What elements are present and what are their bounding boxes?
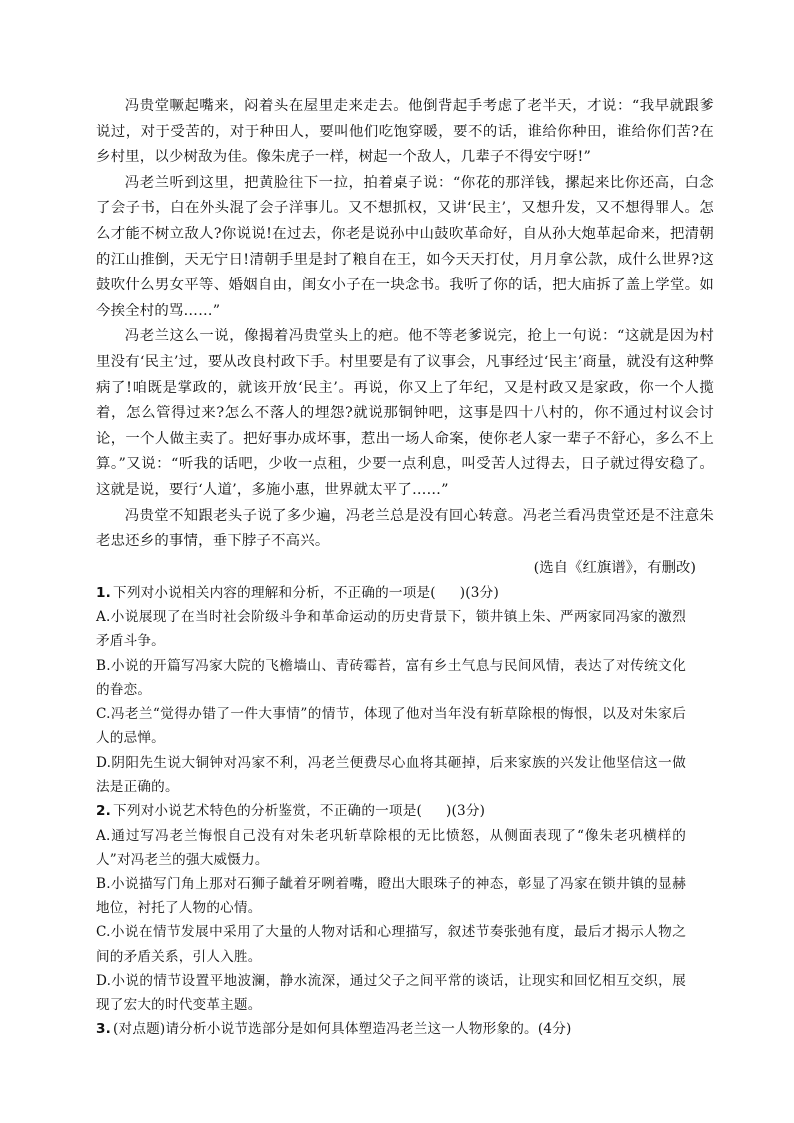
passage-paragraph-1: 冯贵堂噘起嘴来，闷着头在屋里走来走去。他倒背起手考虑了老半天，才说：“我早就跟爹说过，对于受苦的，对于种田人，要叫他们吃饱穿暖，要不的话，谁给你种田，谁给你们苦?在乡村里，以少树敌为佳。像朱虎子一样，树起一个敌人，几辈子不得安宁呀!” xyxy=(96,98,714,166)
passage-paragraph-2: 冯老兰听到这里，把黄脸往下一拉，拍着桌子说：“你花的那洋钱，摞起来比你还高，白念了会子书，白在外头混了会子洋事儿。又不想抓权，又讲‘民主’，又想升发，又不想得罪人。怎么才能不树立敌人?你说说!在过去，你老是说孙中山鼓吹革命好，自从孙大炮革起命来，把清朝的江山推倒，天无宁日!清朝手里是封了粮自在王，如今天天打仗，月月拿公款，成什么世界?这鼓吹什么男女平等、婚姻自由，闺女小子在一块念书。我听了你的话，把大庙拆了盖上学堂。如今挨全村的骂……” xyxy=(96,174,714,319)
question-1-text: 下列对小说相关内容的理解和分析，不正确的一项是( xyxy=(113,584,436,601)
question-3-stem xyxy=(96,1018,714,1042)
question-1-option-c: C.冯老兰“觉得办错了一件大事情”的情节，体现了他对当年没有斩草除根的悔恨，以及对朱家后人的忌惮。 xyxy=(96,706,686,747)
question-3 xyxy=(96,1018,714,1042)
question-2 xyxy=(96,800,714,1017)
question-1-number: 1. xyxy=(96,584,112,601)
question-2-option-b: B.小说描写门角上那对石狮子龇着牙咧着嘴，瞪出大眼珠子的神态，彰显了冯家在锁井镇的显赫地位，衬托了人物的心情。 xyxy=(96,875,686,917)
passage-paragraph-3: 冯老兰这么一说，像揭着冯贵堂头上的疤。他不等老爹说完，抢上一句说：“这就是因为村里没有‘民主’过，要从改良村政下手。村里要是有了议事会，凡事经过‘民主’商量，就没有这种弊病了!咱既是掌政的，就该开放‘民主’。再说，你又上了年纪，又是村政又是家政，你一个人揽着，怎么管得过来?怎么不落人的埋怨?就说那铜钟吧，这事是四十八村的，你不通过村议会讨论，一个人做主卖了。把好事办成坏事，惹出一场人命案，使你老人家一辈子不舒心，多么不上算。”又说：“听我的话吧，少收一点租，少要一点利息，叫受苦人过得去，日子就过得安稳了。这就是说，要行‘人道’，多施小惠，世界就太平了……” xyxy=(96,328,714,498)
question-2-option-d: D.小说的情节设置平地波澜，静水流深，通过父子之间平常的谈话，让现实和回忆相互交织，展现了宏大的时代变革主题。 xyxy=(96,972,686,1013)
question-2-text: 下列对小说艺术特色的分析鉴赏，不正确的一项是( xyxy=(113,802,422,819)
passage-source: (选自《红旗谱》，有删改) xyxy=(533,559,696,576)
question-1-option-d: D.阴阳先生说大铜钟对冯家不利，冯老兰便费尽心血将其砸掉，后来家族的兴发让他坚信这一做法是正确的。 xyxy=(96,754,686,795)
question-1-score: )(3分) xyxy=(459,584,499,601)
question-1-stem xyxy=(96,582,714,606)
question-2-number: 2. xyxy=(96,802,112,819)
question-1 xyxy=(96,582,714,799)
question-2-stem xyxy=(96,800,714,824)
question-1-option-b: B.小说的开篇写冯家大院的飞檐墙山、青砖霉苔，富有乡土气息与民间风情，表达了对传统文化的眷恋。 xyxy=(96,657,686,698)
question-3-text: (对点题)请分析小说节选部分是如何具体塑造冯老兰这一人物形象的。(4分) xyxy=(113,1021,572,1038)
question-2-option-a: A.通过写冯老兰悔恨自己没有对朱老巩斩草除根的无比愤怒，从侧面表现了“像朱老巩横样的人”对冯老兰的强大威慑力。 xyxy=(96,827,686,868)
question-2-score: )(3分) xyxy=(446,802,486,819)
question-2-option-c: C.小说在情节发展中采用了大量的人物对话和心理描写，叙述节奏张弛有度，最后才揭示人物之间的矛盾关系，引人入胜。 xyxy=(96,924,686,965)
passage-paragraph-4: 冯贵堂不知跟老头子说了多少遍，冯老兰总是没有回心转意。冯老兰看冯贵堂还是不注意朱老忠还乡的事情，垂下脖子不高兴。 xyxy=(96,507,714,550)
document-page xyxy=(96,94,714,1042)
question-3-number: 3. xyxy=(96,1021,112,1038)
question-1-option-a: A.小说展现了在当时社会阶级斗争和革命运动的历史背景下，锁井镇上朱、严两家同冯家的激烈矛盾斗争。 xyxy=(96,609,686,650)
